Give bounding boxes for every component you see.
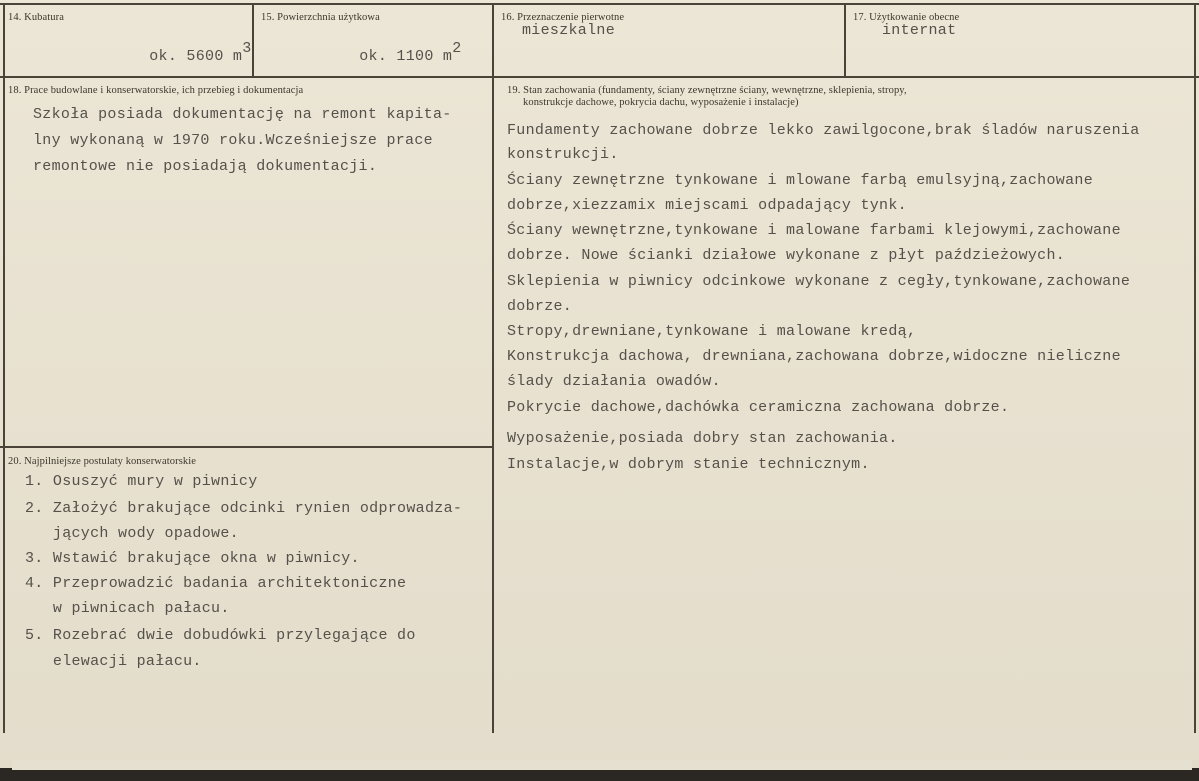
field19-line: Sklepienia w piwnicy odcinkowe wykonane z cegły,tynkowane,zachowane xyxy=(507,273,1131,290)
field14-value xyxy=(112,25,252,82)
right-border xyxy=(1194,3,1196,733)
field18-line: remontowe nie posiadają dokumentacji. xyxy=(33,158,378,175)
field20-line: 3. Wstawić brakujące okna w piwnicy. xyxy=(25,550,360,567)
field20-line: 5. Rozebrać dwie dobudówki przylegające do xyxy=(25,627,416,644)
field18-line: Szkoła posiada dokumentację na remont kapita- xyxy=(33,106,452,123)
field20-line: jących wody opadowe. xyxy=(25,525,239,542)
left-border xyxy=(3,3,5,733)
field14-unit-exponent: 3 xyxy=(242,40,252,57)
field15-value-text: ok. 1100 m xyxy=(359,48,453,65)
field19-line: Fundamenty zachowane dobrze lekko zawilgocone,brak śladów naruszenia xyxy=(507,122,1140,139)
row2-divider-left xyxy=(0,446,494,448)
field19-line: dobrze,xiezzamix miejscami odpadający tynk. xyxy=(507,197,907,214)
field19-line: konstrukcji. xyxy=(507,146,619,163)
field19-line: ślady działania owadów. xyxy=(507,373,721,390)
field18-label: 18. Prace budowlane i konserwatorskie, ich przebieg i dokumentacja xyxy=(8,85,304,96)
field19-line: Pokrycie dachowe,dachówka ceramiczna zachowana dobrze. xyxy=(507,399,1010,416)
field20-line: 1. Osuszyć mury w piwnicy xyxy=(25,473,258,490)
field15-unit-exponent: 2 xyxy=(452,40,462,57)
field20-label: 20. Najpilniejsze postulaty konserwatorskie xyxy=(8,456,197,467)
field19-line: Ściany zewnętrzne tynkowane i mlowane farbą emulsyjną,zachowane xyxy=(507,172,1093,189)
card-lower-edge xyxy=(12,760,1192,770)
field19-label-line1: 19. Stan zachowania (fundamenty, ściany zewnętrzne ściany, wewnętrzne, sklepienia, stropy, xyxy=(507,85,907,96)
field20-line: 2. Założyć brakujące odcinki rynien odprowadza- xyxy=(25,500,463,517)
field19-line: Konstrukcja dachowa, drewniana,zachowana dobrze,widoczne nieliczne xyxy=(507,348,1121,365)
field15-value xyxy=(322,25,462,82)
field20-line: 4. Przeprowadzić badania architektoniczne xyxy=(25,575,407,592)
field14-value-text: ok. 5600 m xyxy=(149,48,243,65)
field20-line: elewacji pałacu. xyxy=(25,653,202,670)
field16-value: mieszkalne xyxy=(522,22,616,39)
field19-line: dobrze. xyxy=(507,298,573,315)
field15-label: 15. Powierzchnia użytkowa xyxy=(261,12,380,23)
field16-label: 16. Przeznaczenie pierwotne xyxy=(501,12,625,23)
col-divider-14-15 xyxy=(252,3,254,77)
field19-line: Instalacje,w dobrym stanie technicznym. xyxy=(507,456,870,473)
field19-label-line2: konstrukcje dachowe, pokrycia dachu, wyposażenie i instalacje) xyxy=(523,97,799,108)
field17-value: internat xyxy=(882,22,957,39)
field17-label: 17. Użytkowanie obecne xyxy=(853,12,960,23)
field19-line: dobrze. Nowe ścianki działowe wykonane z płyt paździeżowych. xyxy=(507,247,1066,264)
field19-line: Ściany wewnętrzne,tynkowane i malowane farbami klejowymi,zachowane xyxy=(507,222,1121,239)
field20-line: w piwnicach pałacu. xyxy=(25,600,230,617)
field19-line: Wyposażenie,posiada dobry stan zachowania. xyxy=(507,430,898,447)
col-divider-main xyxy=(492,3,494,733)
top-border xyxy=(0,3,1199,5)
field14-label: 14. Kubatura xyxy=(8,12,65,23)
col-divider-16-17 xyxy=(844,3,846,77)
field19-line: Stropy,drewniane,tynkowane i malowane kredą, xyxy=(507,323,917,340)
field18-line: lny wykonaną w 1970 roku.Wcześniejsze prace xyxy=(33,132,433,149)
